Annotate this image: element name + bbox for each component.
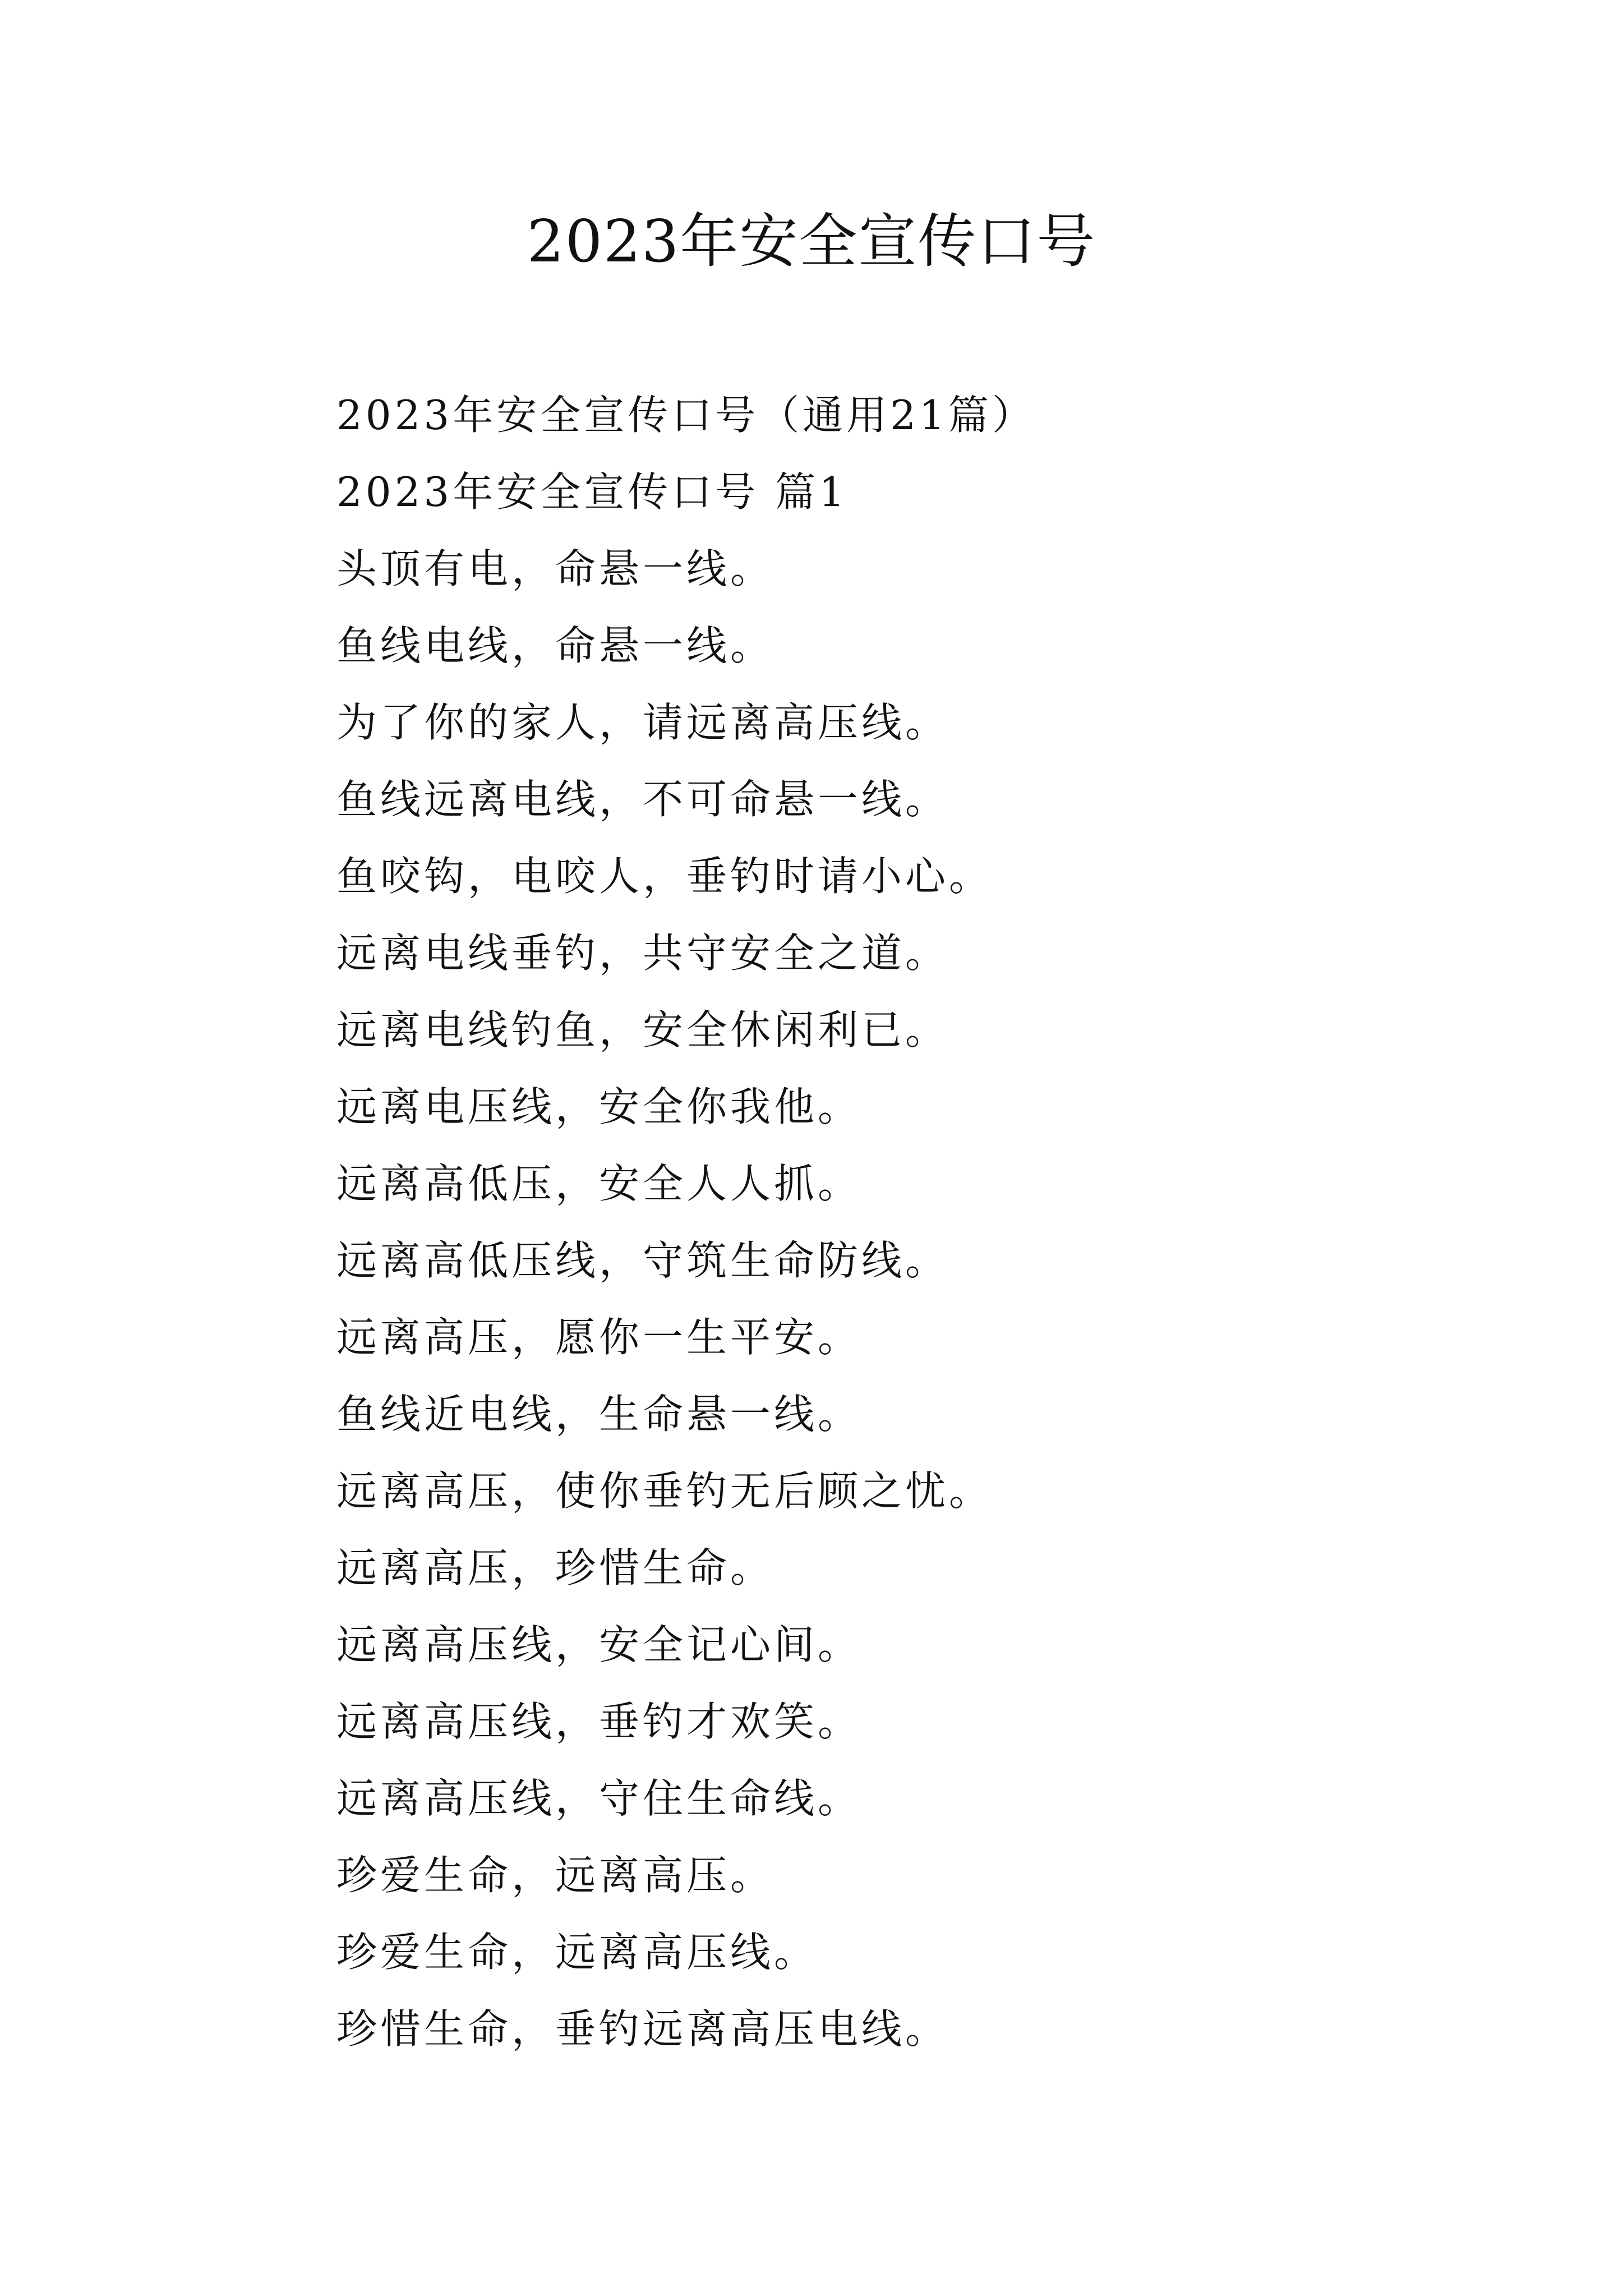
- paragraph: 远离电压线，安全你我他。: [336, 1083, 862, 1130]
- paragraph: 远离高低压线，守筑生命防线。: [336, 1237, 949, 1284]
- paragraph: 远离电线垂钓，共守安全之道。: [336, 930, 949, 977]
- document-body: [336, 377, 1514, 2068]
- paragraph: 2023年安全宣传口号（通用21篇）: [336, 392, 1036, 439]
- paragraph: 鱼线近电线，生命悬一线。: [336, 1391, 862, 1438]
- document-title: 2023年安全宣传口号: [527, 207, 1096, 275]
- paragraph: 远离高低压，安全人人抓。: [336, 1160, 862, 1207]
- paragraph: 2023年安全宣传口号 篇1: [336, 468, 848, 516]
- paragraph: 远离高压，使你垂钓无后顾之忧。: [336, 1467, 993, 1515]
- paragraph: 鱼线远离电线，不可命悬一线。: [336, 776, 949, 823]
- paragraph: 珍爱生命，远离高压线。: [336, 1929, 818, 1976]
- paragraph: 远离高压线，守住生命线。: [336, 1775, 862, 1822]
- paragraph: 为了你的家人，请远离高压线。: [336, 699, 949, 746]
- paragraph: 鱼咬钩，电咬人，垂钓时请小心。: [336, 853, 993, 900]
- paragraph: 远离高压，珍惜生命。: [336, 1544, 774, 1591]
- paragraph: 鱼线电线，命悬一线。: [336, 622, 774, 669]
- paragraph: 远离高压线，安全记心间。: [336, 1621, 862, 1668]
- paragraph: 远离电线钓鱼，安全休闲利已。: [336, 1006, 949, 1053]
- paragraph: 远离高压，愿你一生平安。: [336, 1314, 862, 1361]
- paragraph: 头顶有电，命悬一线。: [336, 545, 774, 592]
- paragraph: 远离高压线，垂钓才欢笑。: [336, 1698, 862, 1745]
- paragraph: 珍惜生命，垂钓远离高压电线。: [336, 2005, 949, 2053]
- paragraph: 珍爱生命，远离高压。: [336, 1852, 774, 1899]
